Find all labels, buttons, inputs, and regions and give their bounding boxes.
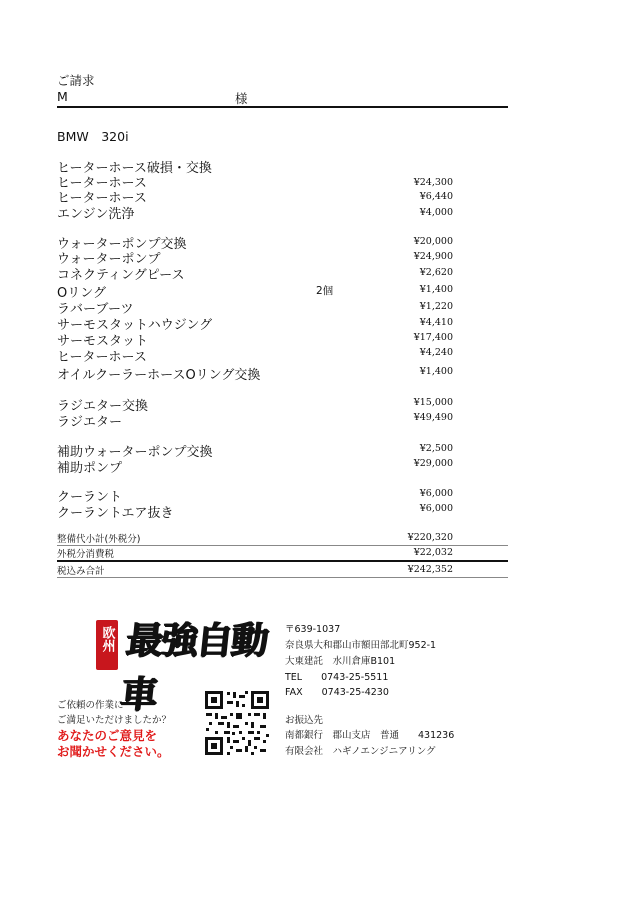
item-label: 補助ポンプ [57,461,123,476]
shop-postal: 〒639-1037 [285,624,341,635]
shop-fax: FAX 0743-25-4230 [285,687,389,698]
item-label: エンジン洗浄 [57,207,135,222]
invoice-title: ご請求 [57,73,95,88]
item-price: ¥20,000 [413,236,453,247]
item-label: ラジエター交換 [57,399,149,414]
item-price: ¥24,300 [413,177,453,188]
item-price: ¥4,000 [419,207,453,218]
item-label: ウォーターポンプ交換 [57,237,187,252]
logo-badge [96,620,118,670]
qr-code[interactable] [203,689,271,757]
subtotal-label: 整備代小計(外税分) [57,534,141,545]
item-label: クーラントエア抜き [57,506,174,521]
subtotal-divider [57,545,508,546]
total-label: 税込み合計 [57,566,105,577]
item-label: ヒーターホース [57,350,147,365]
item-price: ¥6,440 [419,191,453,202]
feedback-line4: お聞かせください。 [57,744,170,759]
item-price: ¥1,400 [419,366,453,377]
tax-value: ¥22,032 [413,547,453,558]
customer-name: M [57,89,68,104]
feedback-line2: ご満足いただけましたか？ [57,715,172,726]
item-label: ヒーターホース [57,191,147,206]
item-price: ¥6,000 [419,503,453,514]
item-price: ¥1,400 [419,284,453,295]
tax-label: 外税分消費税 [57,549,115,560]
total-bottom-divider [57,577,508,578]
item-label: ヒーターホース破損・交換 [57,161,212,176]
header-divider [57,106,508,108]
item-label: サーモスタット [57,334,149,349]
item-label: ウォーターポンプ [57,252,161,267]
shop-address2: 大東建託 水川倉庫B101 [285,656,396,667]
item-label: コネクティングピース [57,268,185,283]
item-label: サーモスタットハウジング [57,318,213,333]
bank-details: 南都銀行 郡山支店 普通 431236 [285,730,455,741]
item-label: 補助ウォーターポンプ交換 [57,445,213,460]
item-price: ¥1,220 [419,301,453,312]
item-price: ¥4,410 [419,317,453,328]
item-label: オイルクーラーホースOリング交換 [57,368,261,383]
total-value: ¥242,352 [407,564,453,575]
logo-text: 最強自動車 [118,618,269,716]
vehicle-name: BMW 320i [57,129,129,144]
shop-address1: 奈良県大和郡山市額田部北町952-1 [285,640,437,651]
item-label: ラジエター [57,415,123,430]
logo-badge-text: 欧州 [99,626,115,652]
item-price: ¥4,240 [419,347,453,358]
total-divider [57,560,508,562]
item-label: ヒーターホース [57,176,147,191]
feedback-line1: ご依頼の作業に [57,700,124,711]
item-price: ¥24,900 [413,251,453,262]
item-price: ¥49,490 [413,412,453,423]
item-price: ¥6,000 [419,488,453,499]
shop-logo [96,612,282,716]
item-quantity: 2個 [316,285,334,297]
item-price: ¥29,000 [413,458,453,469]
feedback-line3: あなたのご意見を [57,728,158,743]
item-label: クーラント [57,490,123,505]
transfer-label: お振込先 [285,715,324,726]
account-name: 有限会社 ハギノエンジニアリング [285,746,436,757]
shop-tel: TEL 0743-25-5511 [285,672,389,683]
item-price: ¥2,620 [419,267,453,278]
item-price: ¥15,000 [413,397,453,408]
subtotal-value: ¥220,320 [407,532,453,543]
item-label: ラバーブーツ [57,302,134,317]
item-label: Oリング [57,286,106,301]
item-price: ¥17,400 [413,332,453,343]
item-price: ¥2,500 [419,443,453,454]
honorific: 様 [235,91,248,106]
qr-code-image [203,689,271,757]
